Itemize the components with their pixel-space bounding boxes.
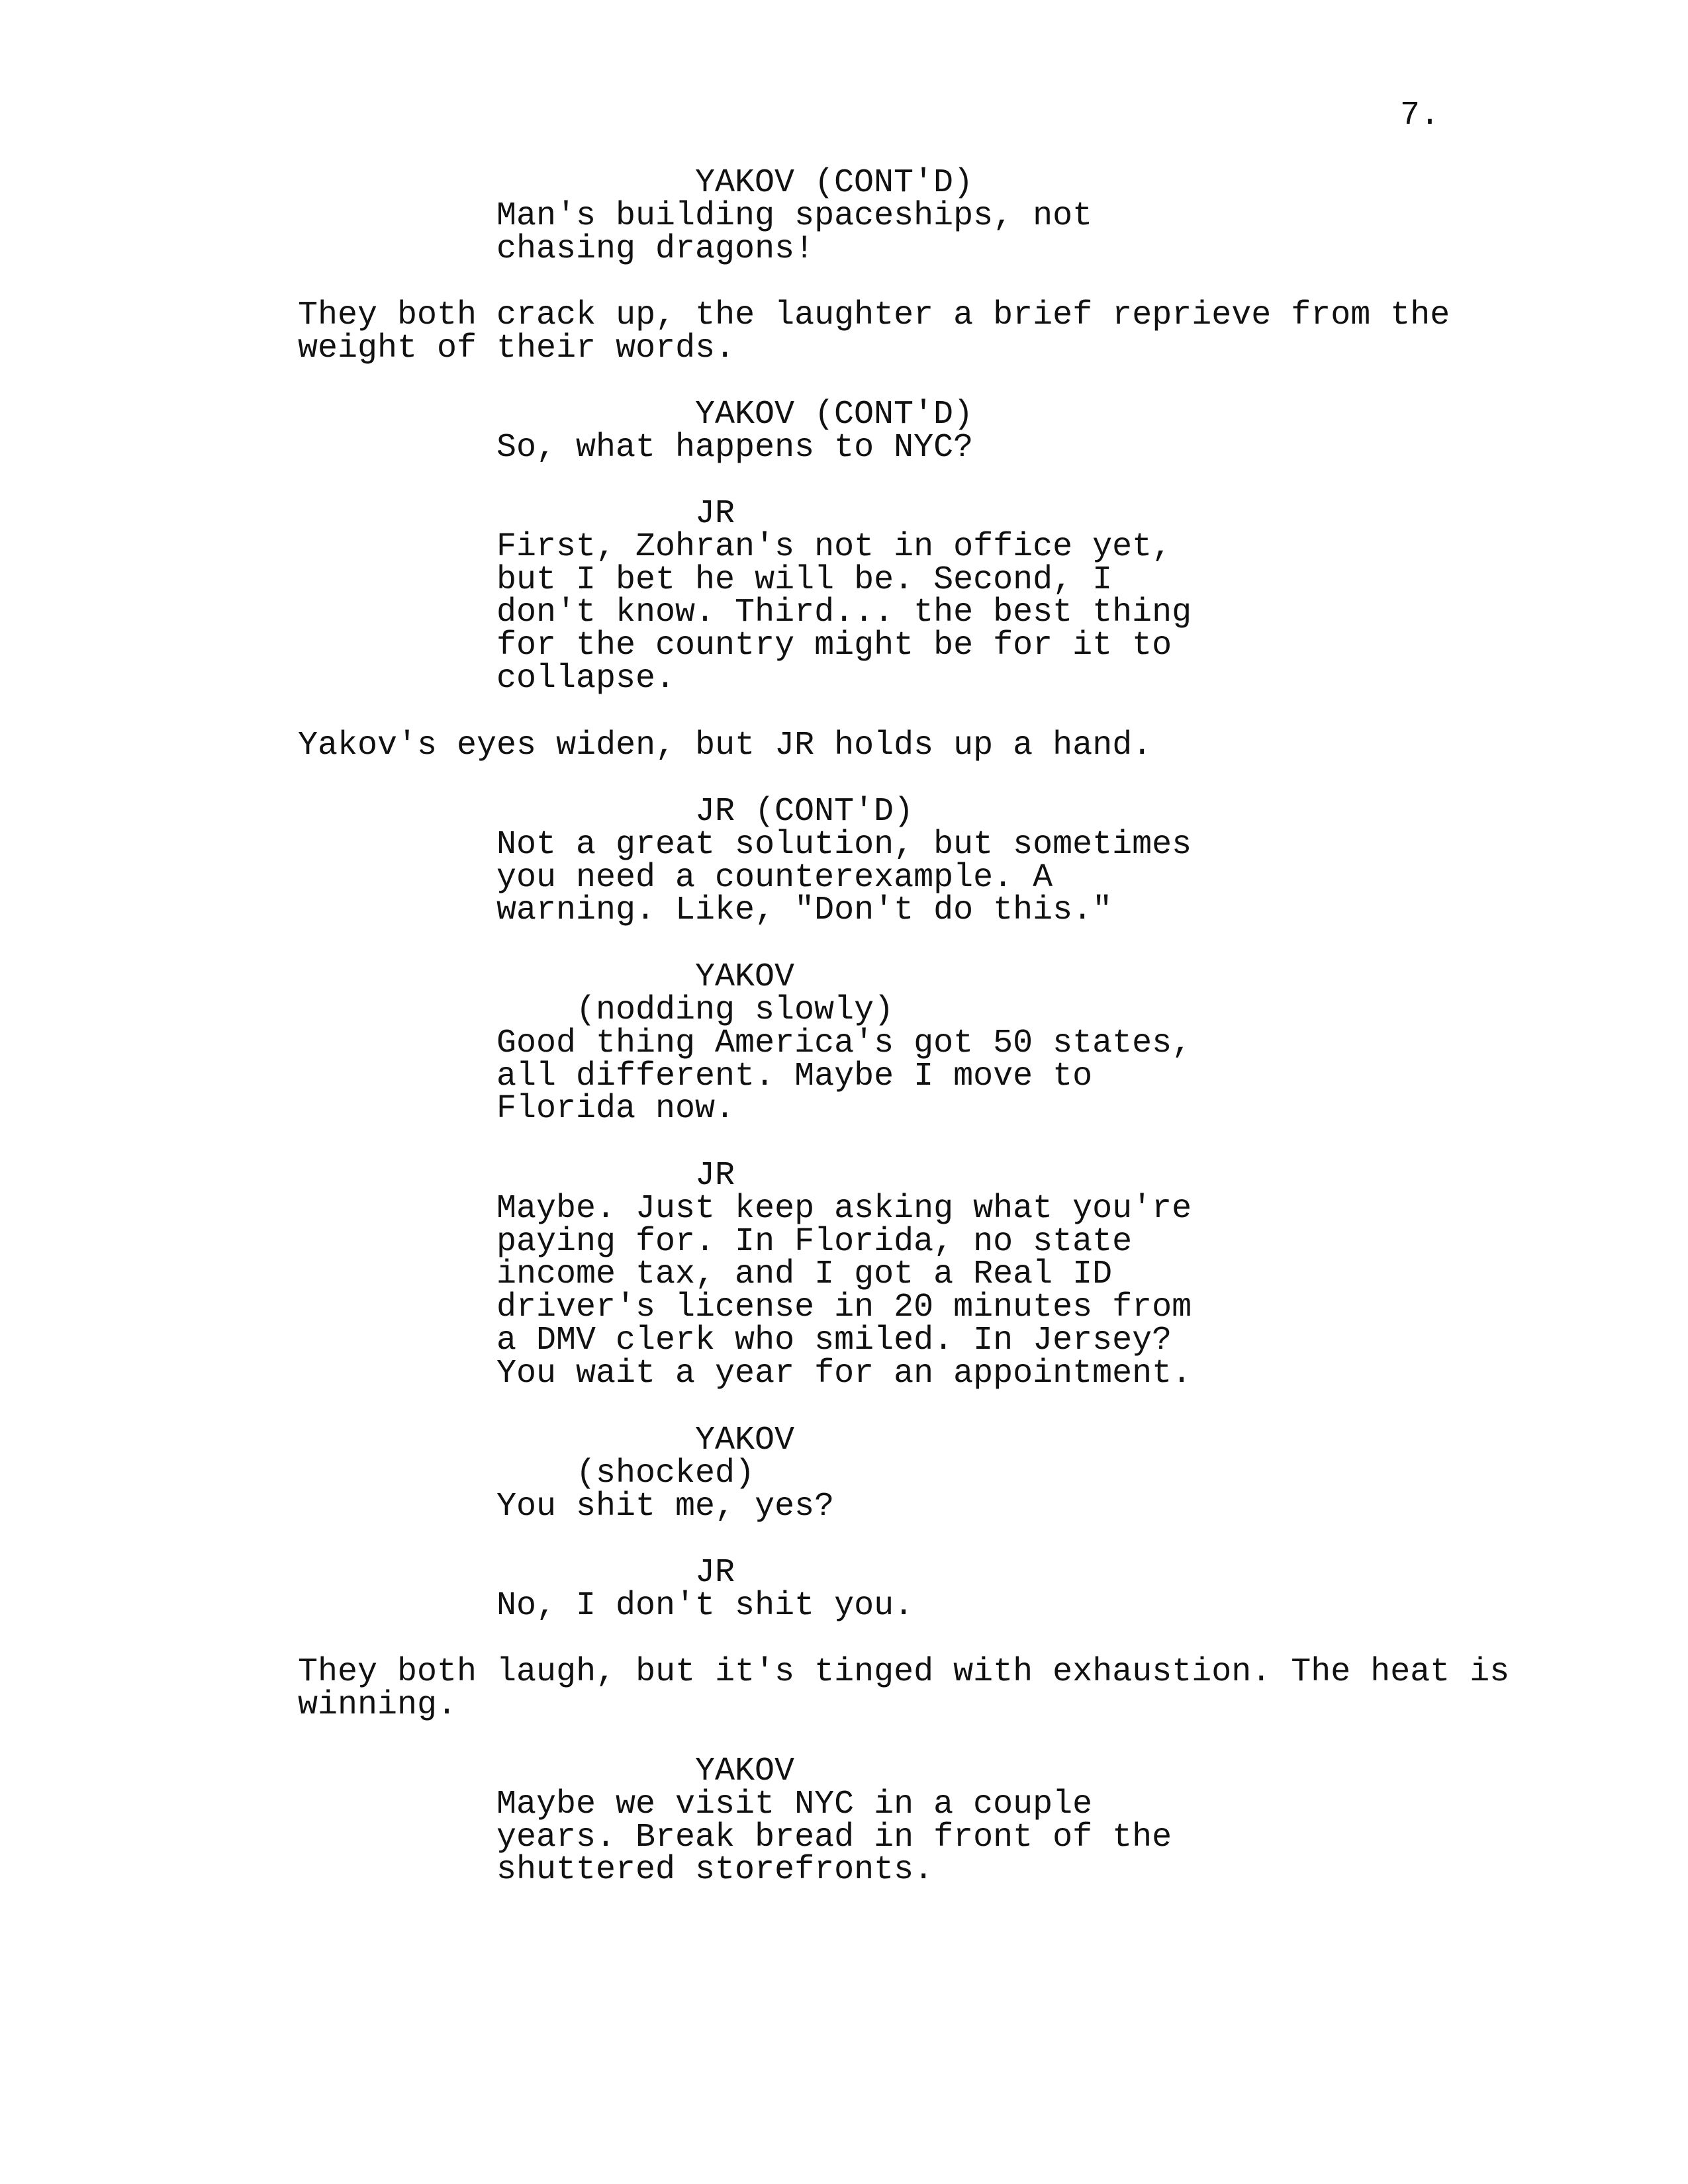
action-line: Yakov's eyes widen, but JR holds up a hand. <box>298 727 1152 764</box>
dialogue-line: Man's building spaceships, not <box>496 197 1093 235</box>
dialogue-line: Florida now. <box>496 1090 735 1128</box>
dialogue-line: So, what happens to NYC? <box>496 429 974 467</box>
character-cue: JR <box>695 1554 735 1592</box>
dialogue-line: Not a great solution, but sometimes <box>496 826 1192 864</box>
character-cue: YAKOV <box>695 1752 795 1790</box>
dialogue-line: years. Break bread in front of the <box>496 1818 1172 1856</box>
dialogue-line: No, I don't shit you. <box>496 1587 914 1625</box>
action-line: winning. <box>298 1686 457 1724</box>
dialogue-line: all different. Maybe I move to <box>496 1057 1093 1095</box>
dialogue-line: for the country might be for it to <box>496 627 1172 665</box>
parenthetical-line: (shocked) <box>576 1455 755 1492</box>
page-number: 7. <box>1400 97 1440 134</box>
dialogue-line: income tax, and I got a Real ID <box>496 1255 1113 1294</box>
character-cue: YAKOV <box>695 958 795 996</box>
dialogue-line: driver's license in 20 minutes from <box>496 1289 1192 1327</box>
character-cue: JR <box>695 495 735 533</box>
dialogue-line: shuttered storefronts. <box>496 1851 934 1889</box>
action-line: They both laugh, but it's tinged with exhaustion. The heat is <box>298 1653 1510 1691</box>
dialogue-line: Maybe we visit NYC in a couple <box>496 1786 1093 1823</box>
dialogue-line: warning. Like, "Don't do this." <box>496 891 1113 930</box>
dialogue-line: Good thing America's got 50 states, <box>496 1024 1192 1062</box>
dialogue-line: but I bet he will be. Second, I <box>496 561 1113 599</box>
character-cue: JR <box>695 1157 735 1195</box>
dialogue-line: chasing dragons! <box>496 230 815 268</box>
parenthetical-line: (nodding slowly) <box>576 991 894 1029</box>
dialogue-line: a DMV clerk who smiled. In Jersey? <box>496 1321 1172 1359</box>
character-cue: JR (CONT'D) <box>695 793 914 831</box>
character-cue: YAKOV (CONT'D) <box>695 164 974 202</box>
dialogue-line: You shit me, yes? <box>496 1488 835 1525</box>
dialogue-line: You wait a year for an appointment. <box>496 1354 1192 1392</box>
dialogue-line: you need a counterexample. A <box>496 858 1053 897</box>
dialogue-line: Maybe. Just keep asking what you're <box>496 1190 1192 1228</box>
dialogue-line: don't know. Third... the best thing <box>496 594 1192 632</box>
dialogue-line: paying for. In Florida, no state <box>496 1222 1133 1261</box>
character-cue: YAKOV <box>695 1422 795 1459</box>
action-line: They both crack up, the laughter a brief reprieve from the <box>298 296 1450 334</box>
character-cue: YAKOV (CONT'D) <box>695 396 974 433</box>
action-line: weight of their words. <box>298 329 735 367</box>
dialogue-line: First, Zohran's not in office yet, <box>496 528 1172 566</box>
dialogue-line: collapse. <box>496 659 676 698</box>
